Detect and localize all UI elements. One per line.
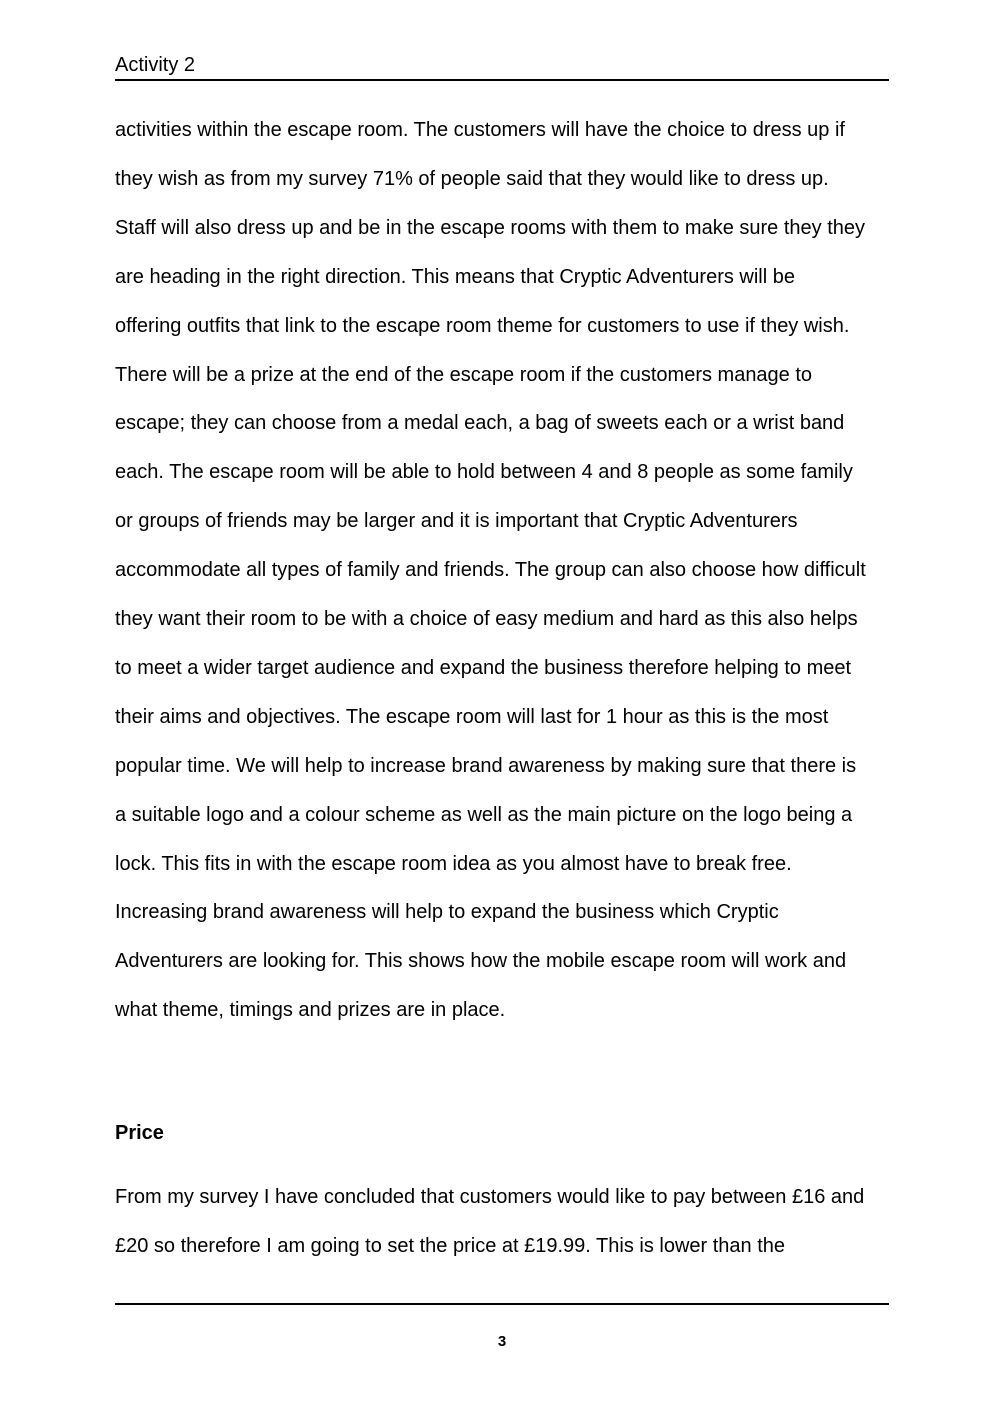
paragraph-line: their aims and objectives. The escape room will last for 1 hour as this is the most <box>115 705 829 728</box>
paragraph-line: to meet a wider target audience and expand the business therefore helping to meet <box>115 656 852 679</box>
paragraph-line: what theme, timings and prizes are in place. <box>115 999 506 1022</box>
section-heading-price: Price <box>115 1122 164 1144</box>
paragraph-line: or groups of friends may be larger and it is important that Cryptic Adventurers <box>115 510 798 533</box>
paragraph-line: lock. This fits in with the escape room idea as you almost have to break free. <box>115 852 792 875</box>
price-paragraph-line: From my survey I have concluded that customers would like to pay between £16 and <box>115 1186 865 1208</box>
paragraph-line: Increasing brand awareness will help to expand the business which Cryptic <box>115 901 779 924</box>
page-header-title: Activity 2 <box>115 54 196 76</box>
paragraph-line: popular time. We will help to increase brand awareness by making sure that there is <box>115 754 857 777</box>
paragraph-line: Staff will also dress up and be in the escape rooms with them to make sure they they <box>115 216 866 239</box>
page-number: 3 <box>497 1333 507 1350</box>
paragraph-line: they wish as from my survey 71% of people said that they would like to dress up. <box>115 167 829 190</box>
price-paragraph-line: £20 so therefore I am going to set the price at £19.99. This is lower than the <box>115 1235 786 1257</box>
header-rule <box>115 79 889 81</box>
paragraph-line: activities within the escape room. The customers will have the choice to dress up if <box>115 119 845 141</box>
paragraph-line: they want their room to be with a choice of easy medium and hard as this also helps <box>115 608 858 630</box>
paragraph-line: a suitable logo and a colour scheme as well as the main picture on the logo being a <box>115 803 853 826</box>
paragraph-line: Adventurers are looking for. This shows how the mobile escape room will work and <box>115 950 847 973</box>
paragraph-line: offering outfits that link to the escape room theme for customers to use if they wish. <box>115 314 850 337</box>
paragraph-line: are heading in the right direction. This means that Cryptic Adventurers will be <box>115 265 795 288</box>
footer-rule <box>115 1303 889 1305</box>
paragraph-line: each. The escape room will be able to hold between 4 and 8 people as some family <box>115 461 853 484</box>
paragraph-line: accommodate all types of family and friends. The group can also choose how difficult <box>115 559 866 582</box>
paragraph-line: There will be a prize at the end of the escape room if the customers manage to <box>115 363 813 386</box>
paragraph-line: escape; they can choose from a medal each, a bag of sweets each or a wrist band <box>115 412 845 435</box>
